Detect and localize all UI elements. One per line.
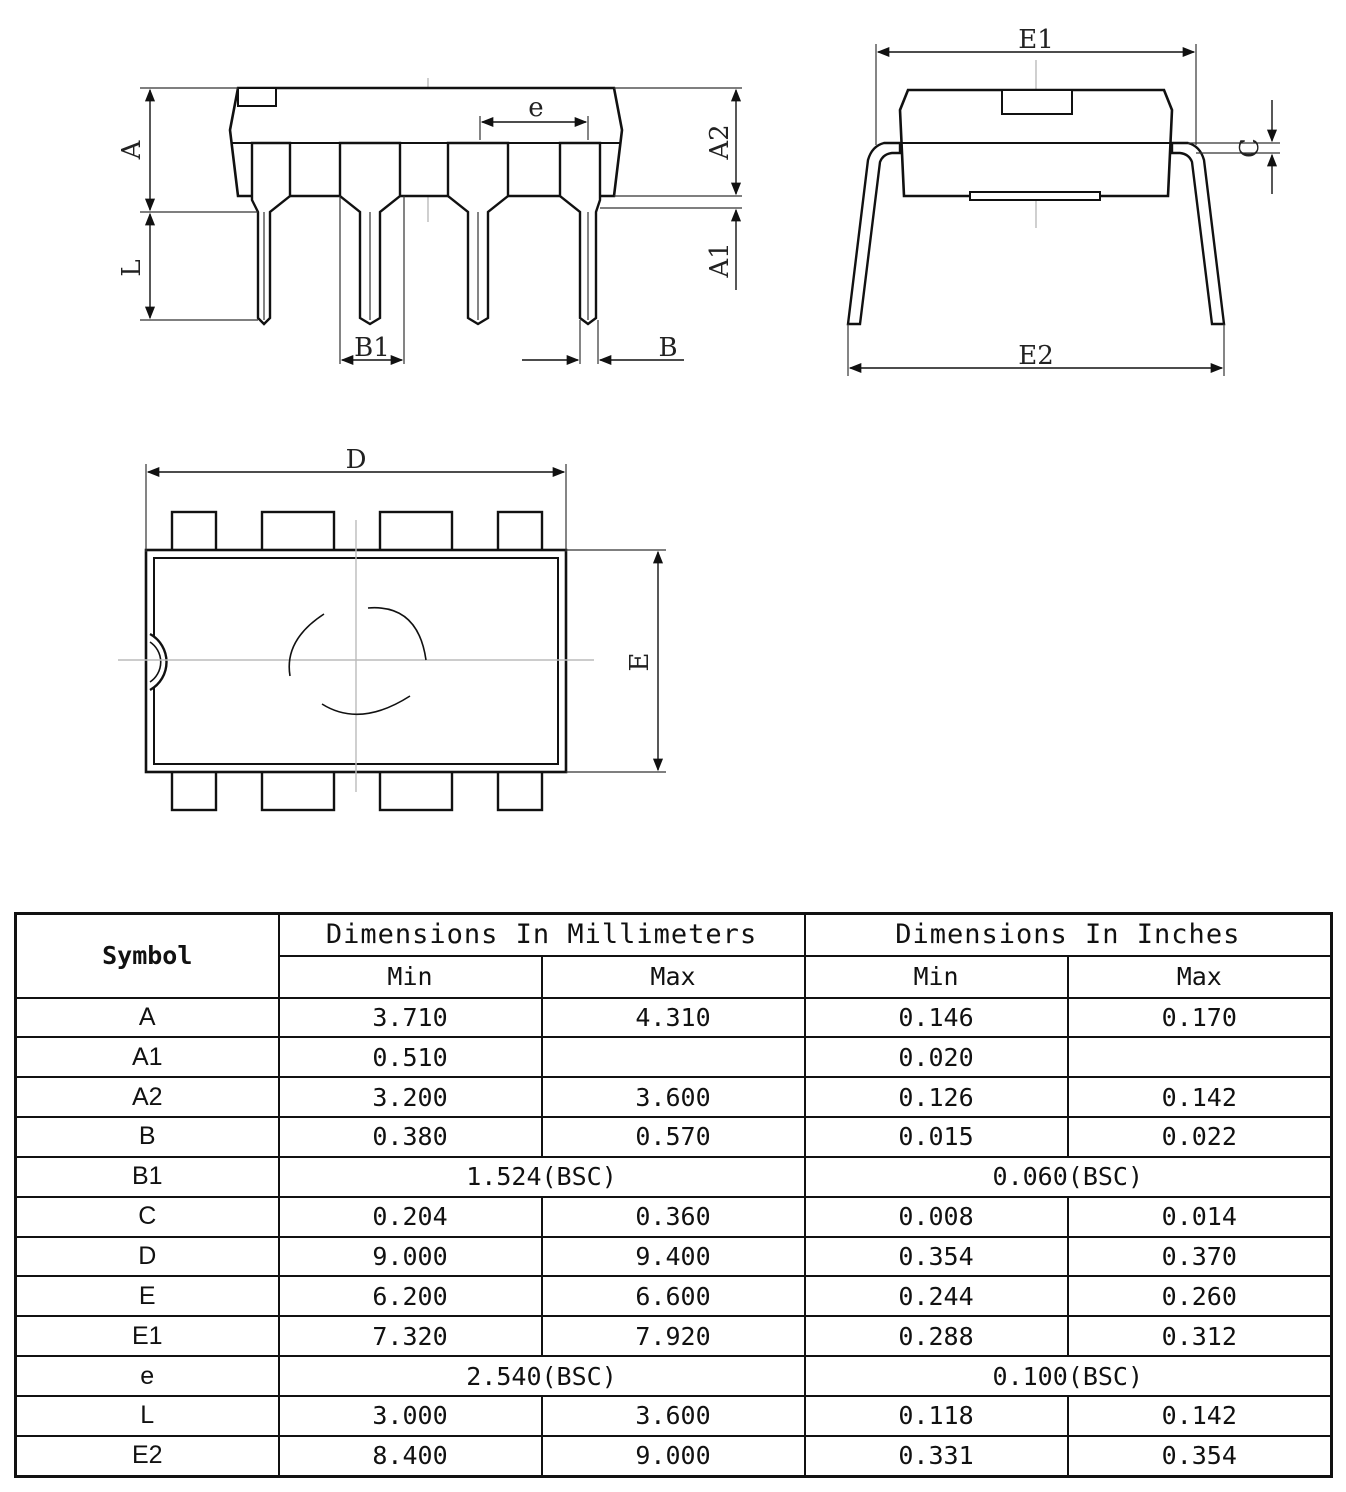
mm-max-cell: 6.600 — [542, 1276, 805, 1316]
symbol-cell: E — [16, 1276, 279, 1316]
mm-min-cell: 8.400 — [279, 1436, 542, 1477]
in-min-header: Min — [805, 956, 1068, 998]
in-min-cell: 0.288 — [805, 1316, 1068, 1356]
in-min-cell: 0.118 — [805, 1396, 1068, 1436]
in-max-cell: 0.142 — [1068, 1396, 1332, 1436]
dim-label-B: B — [658, 333, 678, 363]
mm-max-cell: 9.000 — [542, 1436, 805, 1477]
in-max-cell: 0.170 — [1068, 998, 1332, 1038]
in-min-cell: 0.008 — [805, 1197, 1068, 1237]
in-bsc-cell: 0.060(BSC) — [805, 1157, 1332, 1197]
in-max-cell: 0.014 — [1068, 1197, 1332, 1237]
table-row — [16, 1436, 1332, 1477]
in-max-cell: 0.312 — [1068, 1316, 1332, 1356]
in-min-cell: 0.244 — [805, 1276, 1068, 1316]
dim-label-A2: A2 — [705, 124, 735, 160]
table-row — [16, 1197, 1332, 1237]
mm-max-cell: 3.600 — [542, 1396, 805, 1436]
dim-label-E: E — [625, 652, 655, 672]
table-row — [16, 1037, 1332, 1077]
in-bsc-cell: 0.100(BSC) — [805, 1356, 1332, 1396]
mm-max-cell: 0.570 — [542, 1117, 805, 1157]
dim-label-E2: E2 — [1018, 341, 1054, 371]
mm-min-cell: 3.200 — [279, 1077, 542, 1117]
mm-bsc-cell: 1.524(BSC) — [279, 1157, 805, 1197]
in-max-cell: 0.142 — [1068, 1077, 1332, 1117]
mm-max-cell: 0.360 — [542, 1197, 805, 1237]
mm-min-header: Min — [279, 956, 542, 998]
dim-label-e: e — [528, 93, 544, 123]
in-max-cell: 0.260 — [1068, 1276, 1332, 1316]
table-row — [16, 1396, 1332, 1436]
mm-header: Dimensions In Millimeters — [279, 914, 805, 956]
mm-max-header: Max — [542, 956, 805, 998]
symbol-cell: D — [16, 1237, 279, 1277]
dim-label-A1: A1 — [705, 242, 735, 278]
dim-label-D: D — [345, 445, 367, 475]
mm-min-cell: 3.000 — [279, 1396, 542, 1436]
inches-header: Dimensions In Inches — [805, 914, 1332, 956]
in-max-cell: 0.370 — [1068, 1237, 1332, 1277]
table-row — [16, 1157, 1332, 1197]
side-view — [117, 78, 742, 364]
symbol-cell: A — [16, 998, 279, 1038]
table-row — [16, 1117, 1332, 1157]
mm-max-cell: 9.400 — [542, 1237, 805, 1277]
dim-label-E1: E1 — [1018, 25, 1054, 55]
in-max-cell — [1068, 1037, 1332, 1077]
in-min-cell: 0.331 — [805, 1436, 1068, 1477]
mm-min-cell: 7.320 — [279, 1316, 542, 1356]
symbol-cell: E2 — [16, 1436, 279, 1477]
mm-min-cell: 3.710 — [279, 998, 542, 1038]
symbol-cell: C — [16, 1197, 279, 1237]
mm-min-cell: 6.200 — [279, 1276, 542, 1316]
symbol-cell: L — [16, 1396, 279, 1436]
table-row — [16, 1237, 1332, 1277]
mm-min-cell: 0.380 — [279, 1117, 542, 1157]
in-max-cell: 0.354 — [1068, 1436, 1332, 1477]
in-min-cell: 0.020 — [805, 1037, 1068, 1077]
mm-max-cell: 3.600 — [542, 1077, 805, 1117]
in-min-cell: 0.146 — [805, 998, 1068, 1038]
end-view — [848, 25, 1280, 376]
table-row — [16, 1276, 1332, 1316]
in-min-cell: 0.126 — [805, 1077, 1068, 1117]
dim-label-C: C — [1235, 138, 1265, 158]
in-min-cell: 0.015 — [805, 1117, 1068, 1157]
table-row — [16, 1316, 1332, 1356]
dim-label-B1: B1 — [354, 333, 390, 363]
dim-label-A: A — [117, 140, 147, 160]
symbol-cell: B1 — [16, 1157, 279, 1197]
symbol-cell: E1 — [16, 1316, 279, 1356]
mm-max-cell: 4.310 — [542, 998, 805, 1038]
symbol-cell: A2 — [16, 1077, 279, 1117]
symbol-cell: e — [16, 1356, 279, 1396]
in-max-cell: 0.022 — [1068, 1117, 1332, 1157]
dimensions-table — [14, 912, 1333, 1478]
top-view — [118, 445, 666, 810]
mm-bsc-cell: 2.540(BSC) — [279, 1356, 805, 1396]
table-row — [16, 1356, 1332, 1396]
mm-max-cell — [542, 1037, 805, 1077]
in-max-header: Max — [1068, 956, 1332, 998]
symbol-header: Symbol — [16, 914, 279, 998]
symbol-cell: A1 — [16, 1037, 279, 1077]
mm-min-cell: 0.510 — [279, 1037, 542, 1077]
symbol-cell: B — [16, 1117, 279, 1157]
mm-min-cell: 9.000 — [279, 1237, 542, 1277]
table-row — [16, 1077, 1332, 1117]
mm-min-cell: 0.204 — [279, 1197, 542, 1237]
in-min-cell: 0.354 — [805, 1237, 1068, 1277]
mm-max-cell: 7.920 — [542, 1316, 805, 1356]
dim-label-L: L — [117, 259, 147, 277]
table-row — [16, 998, 1332, 1038]
